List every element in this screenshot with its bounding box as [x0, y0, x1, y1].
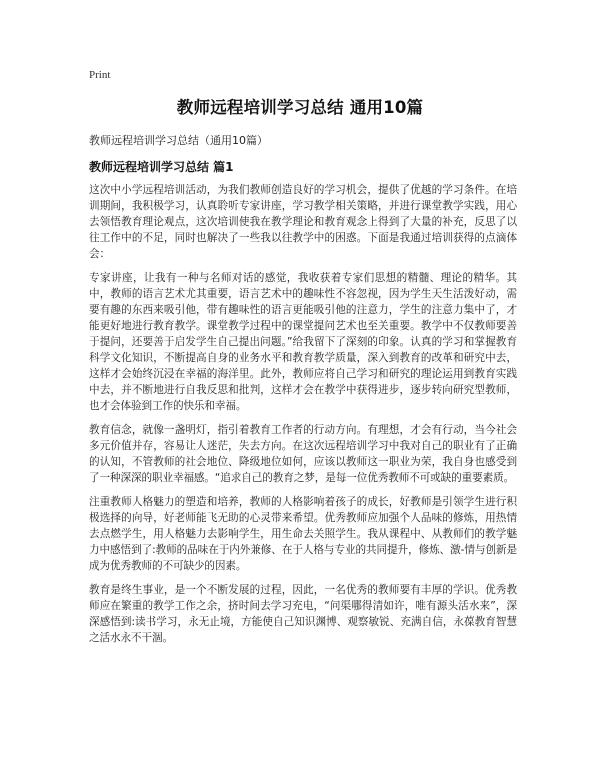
paragraph: 专家讲座，让我有一种与名师对话的感觉，我收获着专家们思想的精髓、理论的精华。其中，教师的语言艺术尤其重要，语言艺术中的趣味性不容忽视，因为学生天生活泼好动，需要有趣的东西来吸引他，带有趣味性的语言更能吸引他的注意力，学生的注意力集中了，才能更好地进行教育教学。课堂教学过程中的课堂提问艺术也至关重要。教学中不仅教师要善于提问，还要善于启发学生自己提出问题。”给我留下了深刻的印象。认真的学习和掌握教育科学文化知识，不断提高自身的业务水平和教育教学质量，深入到教育的改革和研究中去，这样才会始终沉浸在幸福的海洋里。此外，教师应将自己学习和研究的理论运用到教育实践中去，并不断地进行自我反思和批判，这样才会在教学中获得进步，逐步转向研究型教师，也才会体验到工作的快乐和幸福。: [89, 272, 517, 412]
paragraph: 这次中小学远程培训活动，为我们教师创造良好的学习机会，提供了优越的学习条件。在培训期间，我积极学习，认真聆听专家讲座，学习教学相关策略，并进行课堂教学实践，用心去领悟教育理论观点，这次培训使我在教学理论和教育观念上得到了大量的补充，反思了以往工作中的不足，同时也解决了一些我以往教学中的困惑。下面是我通过培训获得的点滴体会：: [89, 184, 517, 260]
document-subtitle: 教师远程培训学习总结（通用10篇）: [89, 134, 268, 147]
print-label: Print: [89, 69, 111, 81]
section-heading: 教师远程培训学习总结 篇1: [89, 160, 234, 174]
paragraph: 教育信念，就像一盏明灯，指引着教育工作者的行动方向。有理想，才会有行动，当今社会多元价值并存，容易让人迷茫，失去方向。在这次远程培训学习中我对自己的职业有了正确的认知，不管教师的社会地位、降级地位如何，应该以教师这一职业为荣，我自身也感受到了一种深深的职业幸福感。“追求自己的教育之梦，是每一位优秀教师不可或缺的重要素质。: [89, 424, 517, 484]
document-body: [89, 182, 517, 654]
document-title: 教师远程培训学习总结 通用10篇: [176, 98, 424, 117]
paragraph: 注重教师人格魅力的塑造和培养，教师的人格影响着孩子的成长，好教师是引领学生进行积极选择的向导，好老师能飞无助的心灵带来希望。优秀教师应加强个人品味的修炼，用热情去点燃学生，用人格魅力去影响学生，用生命去关照学生。我从课程中、从教师们的教学魅力中感悟到了:教师的品味在于内外兼修、在于人格与专业的共同提升，修炼、激-情与创新是成为优秀教师的不可缺少的因素。: [89, 496, 517, 572]
paragraph: 教育是终生事业，是一个不断发展的过程，因此，一名优秀的教师要有丰厚的学识。优秀教师应在繁重的教学工作之余，挤时间去学习充电，“问渠哪得清如许，唯有源头活水来”，深深感悟到:读书学习，永无止境，方能使自己知识渊博、观察敏锐、充满自信，永葆教育智慧之活水永不干涸。: [89, 584, 517, 644]
